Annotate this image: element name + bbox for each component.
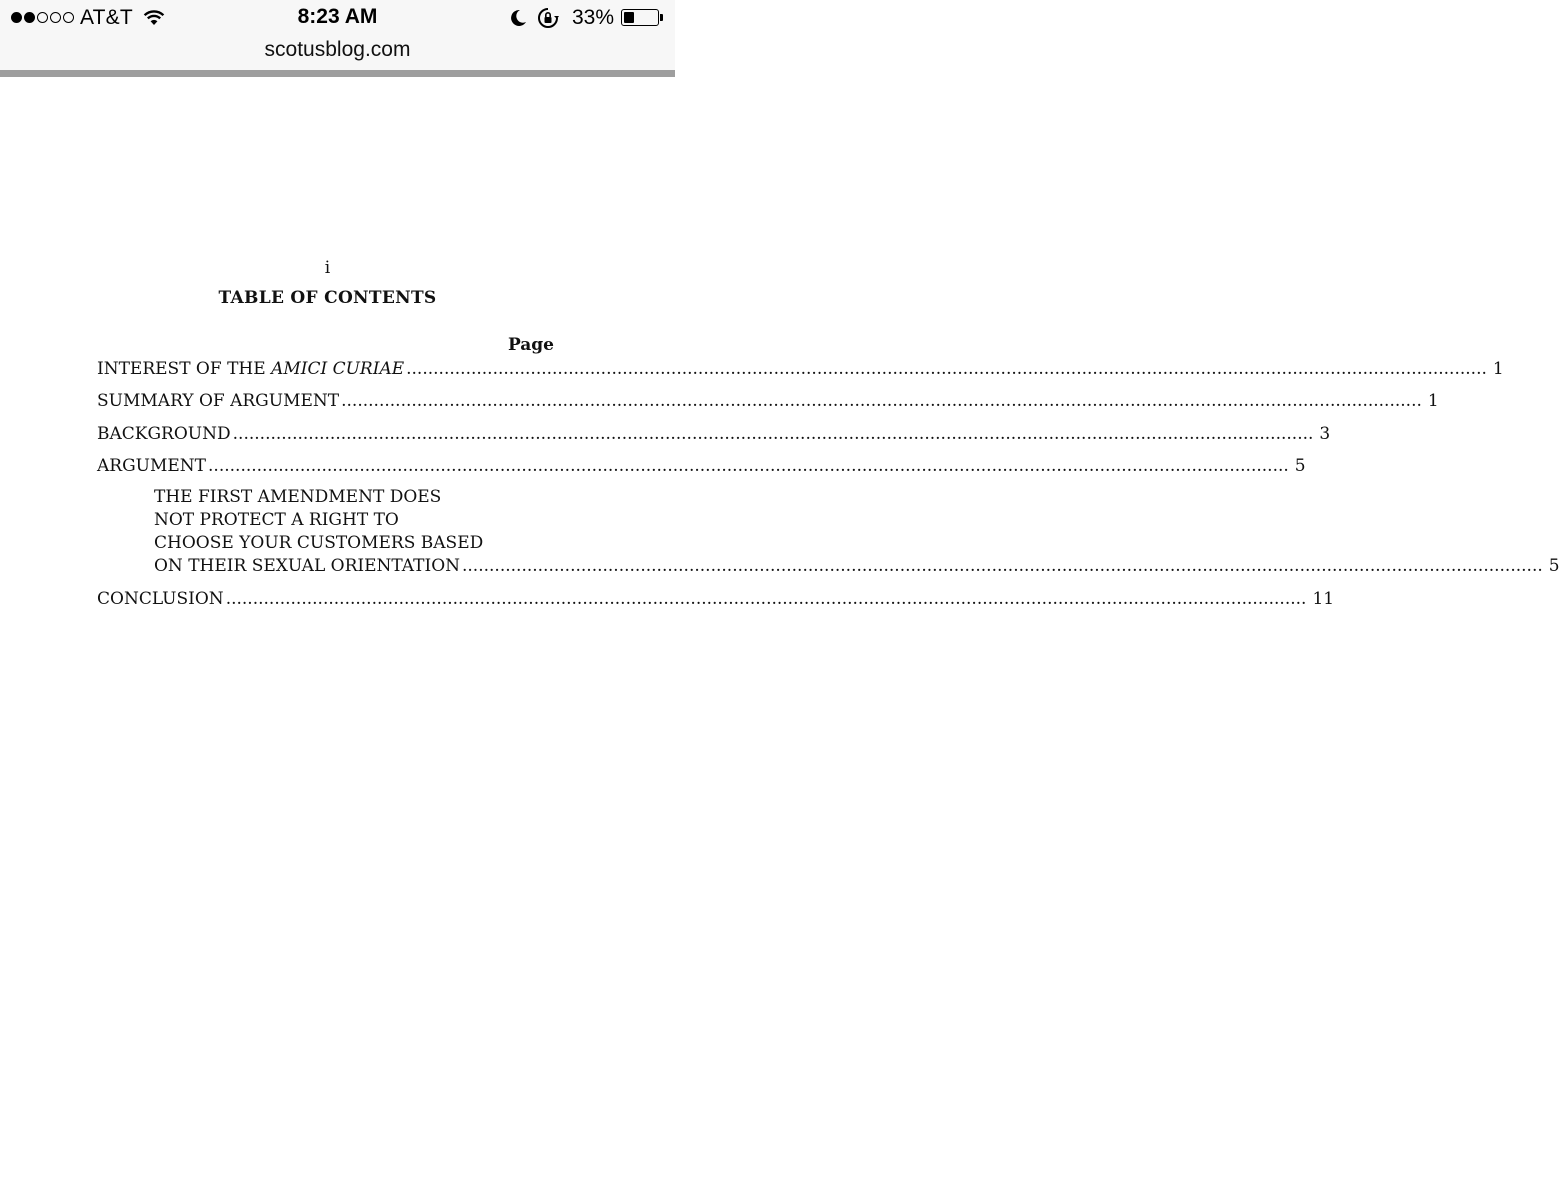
sub-entry-line: NOT PROTECT A RIGHT TO [154, 510, 399, 530]
page-column-header: Page [507, 335, 554, 355]
toc-entry-page: 11 [1312, 589, 1335, 609]
clock: 8:23 AM [297, 5, 378, 28]
toc-entry-page: 1 [1492, 359, 1504, 379]
toc-sub-entry-first-amendment[interactable] [154, 486, 1560, 578]
dot-leader: ........................................................................................................................................................................................................ [225, 589, 1307, 609]
toc-entry-conclusion[interactable] [97, 588, 1335, 611]
sub-entry-line: THE FIRST AMENDMENT DOES [154, 487, 442, 507]
browser-top-bar [0, 0, 675, 72]
toc-entry-page: 1 [1427, 391, 1439, 411]
toc-entry-label: INTEREST OF THE AMICI CURIAE [97, 359, 405, 379]
dot-leader: ........................................................................................................................................................................................................ [341, 391, 1422, 411]
toc-entry-label: BACKGROUND [97, 424, 231, 444]
sub-entry-line: ON THEIR SEXUAL ORIENTATION [154, 556, 460, 576]
dot-leader: ........................................................................................................................................................................................................ [208, 456, 1289, 476]
battery-cap [660, 14, 663, 21]
page-number: i [324, 258, 331, 278]
toc-entry-summary[interactable] [97, 390, 1439, 413]
toc-entry-page: 5 [1548, 556, 1560, 576]
dot-leader: ........................................................................................................................................................................................................ [406, 359, 1487, 379]
toc-entry-page: 5 [1294, 456, 1306, 476]
toc-entry-page: 3 [1319, 424, 1331, 444]
moon-icon [510, 9, 527, 27]
toc-entry-label: ARGUMENT [97, 456, 207, 476]
toc-entry-label: SUMMARY OF ARGUMENT [97, 391, 340, 411]
sub-entry-last-line [154, 555, 1560, 578]
document-page [0, 78, 1560, 1200]
url-bar[interactable]: scotusblog.com [264, 38, 411, 61]
battery-level-fill [624, 12, 634, 23]
toc-entry-label: CONCLUSION [97, 589, 224, 609]
sub-entry-line: CHOOSE YOUR CUSTOMERS BASED [154, 533, 484, 553]
page-title: TABLE OF CONTENTS [218, 288, 437, 308]
dot-leader: ........................................................................................................................................................................................................ [462, 556, 1543, 576]
toc-entry-background[interactable] [97, 423, 1331, 446]
battery-percentage: 33% [572, 6, 615, 29]
toc-entry-argument[interactable] [97, 455, 1306, 478]
carrier-name: AT&T [80, 6, 133, 29]
status-bar [0, 0, 675, 36]
page-load-progress-bar [0, 70, 675, 77]
orientation-lock-icon [537, 7, 559, 29]
battery-icon [621, 9, 659, 26]
toc-entry-interest[interactable] [97, 358, 1504, 381]
dot-leader: ........................................................................................................................................................................................................ [232, 424, 1314, 444]
